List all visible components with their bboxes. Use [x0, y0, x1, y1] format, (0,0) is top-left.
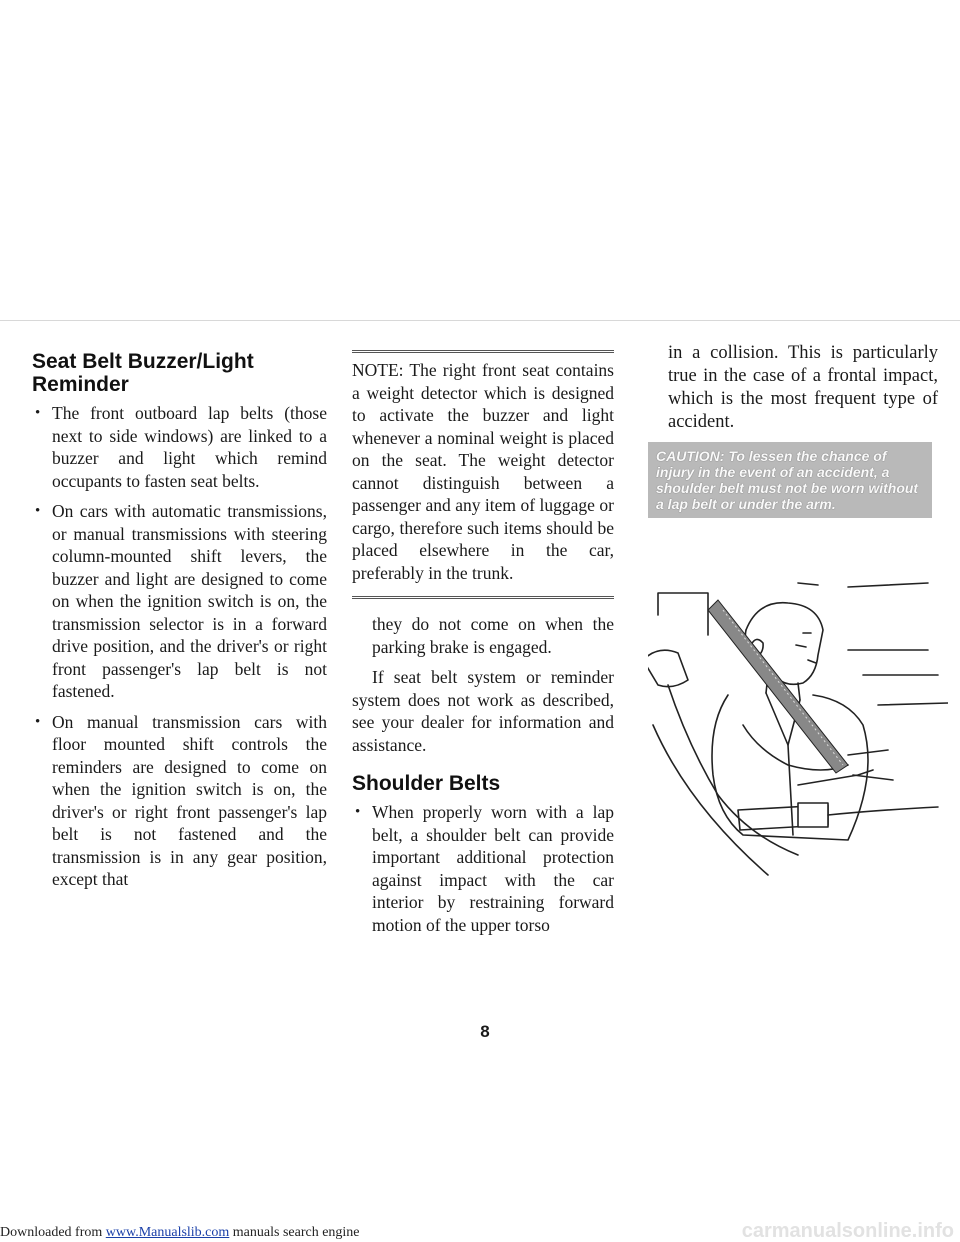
footer: [0, 1220, 960, 1242]
list-item: [32, 402, 327, 492]
bullet-icon: •: [35, 713, 41, 730]
roof-line: [798, 583, 928, 587]
section-title-line2: Reminder: [32, 373, 129, 396]
list-item: [32, 500, 327, 703]
footer-download: [0, 1224, 360, 1242]
top-divider: [0, 320, 960, 321]
list-item: [352, 801, 614, 936]
seat-belt-illustration: [648, 575, 948, 885]
list-item: [32, 711, 327, 891]
bullet-icon: •: [35, 405, 41, 421]
bullet-icon: •: [355, 804, 361, 820]
column-middle: [352, 350, 614, 944]
list-item-text: When properly worn with a lap belt, a shoulder belt can provide important additional protection against impact with the car interior by restraining forward motion of the upper torso: [372, 802, 614, 935]
seat-back-line: [668, 685, 798, 855]
column-left: [32, 350, 327, 899]
shoulder-belt: [708, 600, 848, 773]
caution-text: CAUTION: To lessen the chance of injury in the event of an accident, a shoulder belt must not be worn without a lap belt or under the arm.: [656, 448, 919, 512]
lap-belt-strap: [828, 807, 938, 815]
weight-detector-note: [352, 350, 614, 599]
dealer-paragraph: If seat belt system or reminder system does not work as described, see your dealer for information and assistance.: [352, 667, 614, 755]
page-number: 8: [480, 1022, 490, 1041]
note-text: NOTE: The right front seat contains a weight detector which is designed to activate the buzzer and light whenever a nominal weight is placed on the seat. The weight detector cannot distinguish between a passenger and any item of luggage or cargo, therefore such items should be placed elsewhere in the car, preferably in the trunk.: [352, 360, 614, 583]
list-item-text: On cars with automatic transmissions, or manual transmissions with steering column-mounted shift levers, the buzzer and light are designed to come on when the ignition switch is on, the transmission selector is in a forward drive position, and the driver's or right front passenger's lap belt is not fastened.: [52, 501, 327, 701]
watermark: carmanualsonline.info: [741, 1220, 954, 1242]
column-right: [648, 342, 938, 518]
manualslib-link[interactable]: www.Manualslib.com: [105, 1225, 230, 1240]
reminder-bullet-list: [32, 402, 327, 891]
shoulder-belts-heading: Shoulder Belts: [352, 772, 501, 795]
belt-buckle: [798, 803, 828, 827]
door-lines: [848, 650, 948, 705]
headrest: [648, 650, 688, 686]
list-item-text: The front outboard lap belts (those next to side windows) are linked to a buzzer and light which remind occupants to fasten seat belts.: [52, 403, 327, 491]
shoulder-bullet-list: [352, 801, 614, 936]
continuation-text: in a collision. This is particularly true in the case of a frontal impact, which is the most frequent type of accident.: [668, 343, 938, 432]
face-details: [796, 633, 816, 663]
continuation-text: they do not come on when the parking brake is engaged.: [372, 614, 614, 657]
jacket-front: [788, 745, 793, 835]
caution-box: [648, 442, 932, 518]
section-title-line1: Seat Belt Buzzer/Light: [32, 350, 254, 373]
list-item-text: On manual transmission cars with floor mounted shift controls the reminders are designed to come on when the ignition switch is on, the driver's or right front passenger's lap belt is not fastened and the transmission is in any gear position, except that: [52, 711, 327, 889]
section-title: [32, 350, 327, 396]
hand-lines: [848, 750, 893, 780]
footer-prefix: Downloaded from: [0, 1225, 103, 1240]
bullet-icon: •: [35, 503, 41, 519]
footer-suffix: manuals search engine: [232, 1225, 360, 1240]
headrest-frame: [658, 593, 708, 635]
seat-side-line: [653, 725, 768, 875]
